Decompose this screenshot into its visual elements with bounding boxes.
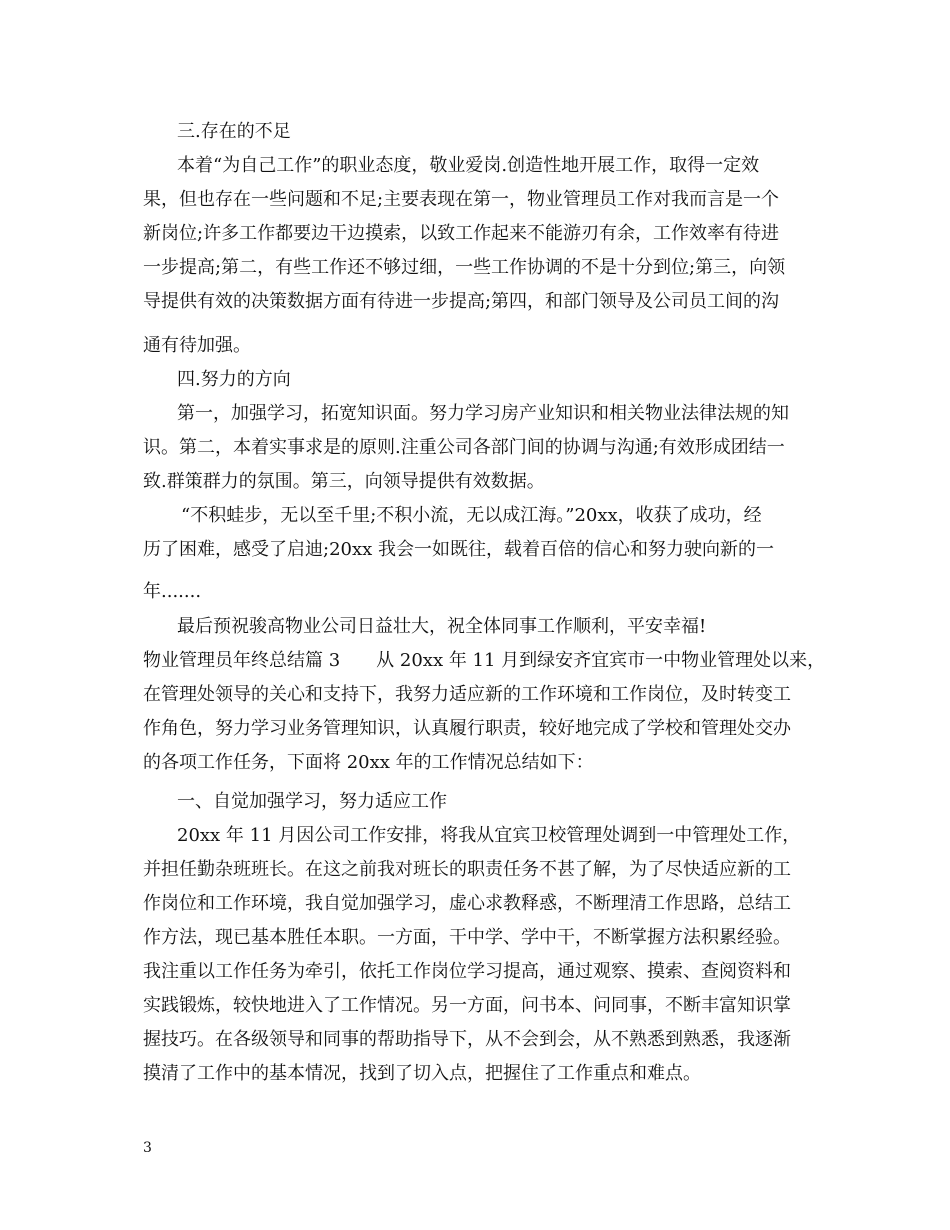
paragraph-line: 年.......: [143, 581, 202, 602]
paragraph-line: 识。第二，本着实事求是的原则.注重公司各部门间的协调与沟通;有效形成团结一: [143, 437, 785, 458]
article-title-line: 物业管理员年终总结篇 3 从 20xx 年 11 月到绿安齐宜宾市一中物业管理处以来，: [143, 650, 826, 671]
page-number: 3: [143, 1140, 152, 1156]
section-heading: 三.存在的不足: [177, 121, 291, 142]
paragraph-line: 历了困难，感受了启迪;20xx 我会一如既往，载着百倍的信心和努力驶向新的一: [143, 539, 774, 560]
paragraph-line: “不积蛙步，无以至千里;不积小流，无以成江海。”20xx，收获了成功，经: [181, 505, 762, 526]
paragraph-line: 我注重以工作任务为牵引，依托工作岗位学习提高，通过观察、摸索、查阅资料和: [143, 961, 791, 982]
paragraph-line: 最后预祝骏高物业公司日益壮大，祝全体同事工作顺利，平安幸福!: [177, 616, 707, 637]
paragraph-line: 在管理处领导的关心和支持下，我努力适应新的工作环境和工作岗位，及时转变工: [143, 684, 791, 705]
paragraph-line: 握技巧。在各级领导和同事的帮助指导下，从不会到会，从不熟悉到熟悉，我逐渐: [143, 1029, 791, 1050]
paragraph-line: 作岗位和工作环境，我自觉加强学习，虚心求教释惑，不断理清工作思路，总结工: [143, 893, 791, 914]
paragraph-line: 导提供有效的决策数据方面有待进一步提高;第四，和部门领导及公司员工间的沟: [143, 291, 780, 312]
paragraph-line: 的各项工作任务，下面将 20xx 年的工作情况总结如下：: [143, 752, 594, 773]
section-heading: 四.努力的方向: [177, 369, 291, 390]
paragraph-line: 摸清了工作中的基本情况，找到了切入点，把握住了工作重点和难点。: [143, 1063, 701, 1084]
paragraph-line: 20xx 年 11 月因公司工作安排，将我从宜宾卫校管理处调到一中管理处工作，: [177, 825, 801, 846]
paragraph-line: 通有待加强。: [143, 335, 251, 356]
paragraph-line: 第一，加强学习，拓宽知识面。努力学习房产业知识和相关物业法律法规的知: [177, 403, 789, 424]
paragraph-line: 作方法，现已基本胜任本职。一方面，干中学、学中干，不断掌握方法积累经验。: [143, 927, 791, 948]
paragraph-line: 果，但也存在一些问题和不足;主要表现在第一，物业管理员工作对我而言是一个: [143, 189, 780, 210]
paragraph-line: 本着“为自己工作”的职业态度，敬业爱岗.创造性地开展工作，取得一定效: [177, 155, 760, 176]
paragraph-line: 新岗位;许多工作都要边干边摸索，以致工作起来不能游刃有余，工作效率有待进: [143, 223, 780, 244]
paragraph-line: 致.群策群力的氛围。第三，向领导提供有效数据。: [143, 471, 545, 492]
paragraph-line: 实践锻炼，较快地进入了工作情况。另一方面，问书本、问同事，不断丰富知识掌: [143, 995, 791, 1016]
paragraph-line: 一步提高;第二，有些工作还不够过细，一些工作协调的不是十分到位;第三，向领: [143, 257, 786, 278]
section-heading: 一、自觉加强学习，努力适应工作: [177, 791, 447, 812]
paragraph-line: 作角色，努力学习业务管理知识，认真履行职责，较好地完成了学校和管理处交办: [143, 718, 791, 739]
paragraph-line: 并担任勤杂班班长。在这之前我对班长的职责任务不甚了解，为了尽快适应新的工: [143, 859, 791, 880]
